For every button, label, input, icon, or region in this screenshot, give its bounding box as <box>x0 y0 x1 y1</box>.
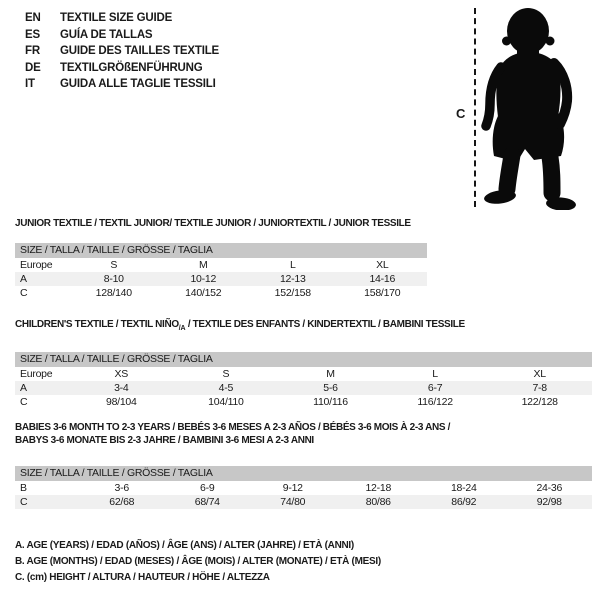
row-label: A <box>20 273 27 285</box>
junior-size-table <box>15 243 427 300</box>
language-code: ES <box>25 28 40 41</box>
table-row-height <box>15 286 427 300</box>
legend-line-age-months: B. AGE (MONTHS) / EDAD (MESES) / ÂGE (MOIS) / ALTER (MONATE) / ETÀ (MESI) <box>15 556 381 567</box>
height-cell: 116/122 <box>417 396 453 408</box>
row-label: Europe <box>20 368 53 380</box>
children-section-title <box>15 318 592 335</box>
title-text: / TEXTILE DES ENFANTS / KINDERTEXTIL / BAMBINI TESSILE <box>185 319 465 330</box>
size-table-header: SIZE / TALLA / TAILLE / GRÖSSE / TAGLIA <box>15 466 592 481</box>
height-cell: 92/98 <box>536 496 562 508</box>
age-cell: 12-13 <box>279 273 306 285</box>
title-text: CHILDREN'S TEXTILE / TEXTIL NIÑO <box>15 319 179 330</box>
table-row-europe <box>15 258 427 272</box>
babies-size-table <box>15 466 592 509</box>
row-label: C <box>20 287 28 299</box>
size-cell: XL <box>533 368 546 380</box>
months-cell: 24-36 <box>536 482 563 494</box>
language-row-it <box>25 76 219 93</box>
title-line-1: BABIES 3-6 MONTH TO 2-3 YEARS / BEBÉS 3-6 MESES A 2-3 AÑOS / BÉBÉS 3-6 MOIS À 2-3 ANS / <box>15 422 451 433</box>
babies-size-section <box>15 421 592 509</box>
language-row-es <box>25 27 219 44</box>
language-code: DE <box>25 61 41 74</box>
height-cell: 62/68 <box>109 496 135 508</box>
height-cell: 104/110 <box>208 396 244 408</box>
months-cell: 18-24 <box>450 482 477 494</box>
language-label: GUIDE DES TAILLES TEXTILE <box>60 45 219 57</box>
row-label: B <box>20 482 27 494</box>
row-label: C <box>20 496 28 508</box>
age-cell: 6-7 <box>427 382 443 394</box>
months-cell: 12-18 <box>365 482 392 494</box>
language-label: TEXTILE SIZE GUIDE <box>60 12 173 24</box>
junior-section-title: JUNIOR TEXTILE / TEXTIL JUNIOR/ TEXTILE JUNIOR / JUNIORTEXTIL / JUNIOR TESSILE <box>15 218 411 229</box>
language-label: GUIDA ALLE TAGLIE TESSILI <box>60 78 216 90</box>
size-cell: XL <box>376 259 389 271</box>
toddler-silhouette-icon <box>480 5 580 210</box>
legend-line-age-years: A. AGE (YEARS) / EDAD (AÑOS) / ÂGE (ANS) / ALTER (JAHRE) / ETÀ (ANNI) <box>15 540 354 551</box>
measure-legend <box>15 538 381 586</box>
table-row-age <box>15 272 427 286</box>
language-row-en <box>25 10 219 27</box>
legend-line-height: C. (cm) HEIGHT / ALTURA / HAUTEUR / HÖHE / ALTEZZA <box>15 572 270 583</box>
size-cell: S <box>222 368 230 380</box>
children-size-section <box>15 318 592 409</box>
height-cell: 80/86 <box>365 496 391 508</box>
age-cell: 7-8 <box>532 382 547 394</box>
table-row-months <box>15 481 592 495</box>
size-cell: L <box>289 259 296 271</box>
age-cell: 14-16 <box>369 273 396 285</box>
height-cell: 74/80 <box>280 496 306 508</box>
row-label: C <box>20 396 28 408</box>
row-label: A <box>20 382 27 394</box>
age-cell: 10-12 <box>190 273 217 285</box>
age-cell: 5-6 <box>323 382 338 394</box>
table-row-height <box>15 395 592 409</box>
height-cell: 158/170 <box>364 287 401 299</box>
row-label: Europe <box>20 259 53 271</box>
height-cell: 152/158 <box>274 287 311 299</box>
height-cell: 122/128 <box>521 396 558 408</box>
months-cell: 9-12 <box>282 482 303 494</box>
age-cell: 4-5 <box>218 382 234 394</box>
height-measure-label: C <box>456 106 466 121</box>
size-table-header: SIZE / TALLA / TAILLE / GRÖSSE / TAGLIA <box>15 352 592 367</box>
size-cell: L <box>432 368 438 380</box>
size-cell: S <box>110 259 118 271</box>
language-code: FR <box>25 45 40 57</box>
babies-section-title <box>15 421 592 447</box>
height-cell: 140/152 <box>185 287 222 299</box>
language-row-de <box>25 60 219 77</box>
children-size-table <box>15 352 592 409</box>
junior-size-section <box>15 217 427 300</box>
table-row-age <box>15 381 592 395</box>
language-code: IT <box>25 78 35 90</box>
title-subscript: /A <box>178 325 186 332</box>
height-cell: 128/140 <box>95 287 132 299</box>
language-label: TEXTILGRÖßENFÜHRUNG <box>60 61 203 74</box>
language-label: GUÍA DE TALLAS <box>60 28 153 41</box>
size-table-header: SIZE / TALLA / TAILLE / GRÖSSE / TAGLIA <box>15 243 427 258</box>
size-cell: XS <box>114 368 129 380</box>
language-list <box>25 10 219 93</box>
age-cell: 3-4 <box>114 382 129 394</box>
months-cell: 3-6 <box>114 482 129 494</box>
language-code: EN <box>25 12 41 24</box>
table-row-europe <box>15 367 592 381</box>
title-line-2: BABYS 3-6 MONATE BIS 2-3 JAHRE / BAMBINI 3-6 MESI A 2-3 ANNI <box>15 435 314 446</box>
height-cell: 110/116 <box>313 396 348 408</box>
language-row-fr <box>25 43 219 60</box>
table-row-height <box>15 495 592 509</box>
size-cell: M <box>326 368 335 380</box>
months-cell: 6-9 <box>200 482 215 494</box>
height-cell: 86/92 <box>451 496 477 508</box>
age-cell: 8-10 <box>103 273 124 285</box>
height-measure-dashed-line <box>474 8 476 207</box>
height-cell: 98/104 <box>105 396 137 408</box>
height-cell: 68/74 <box>194 496 220 508</box>
size-cell: M <box>199 259 208 271</box>
